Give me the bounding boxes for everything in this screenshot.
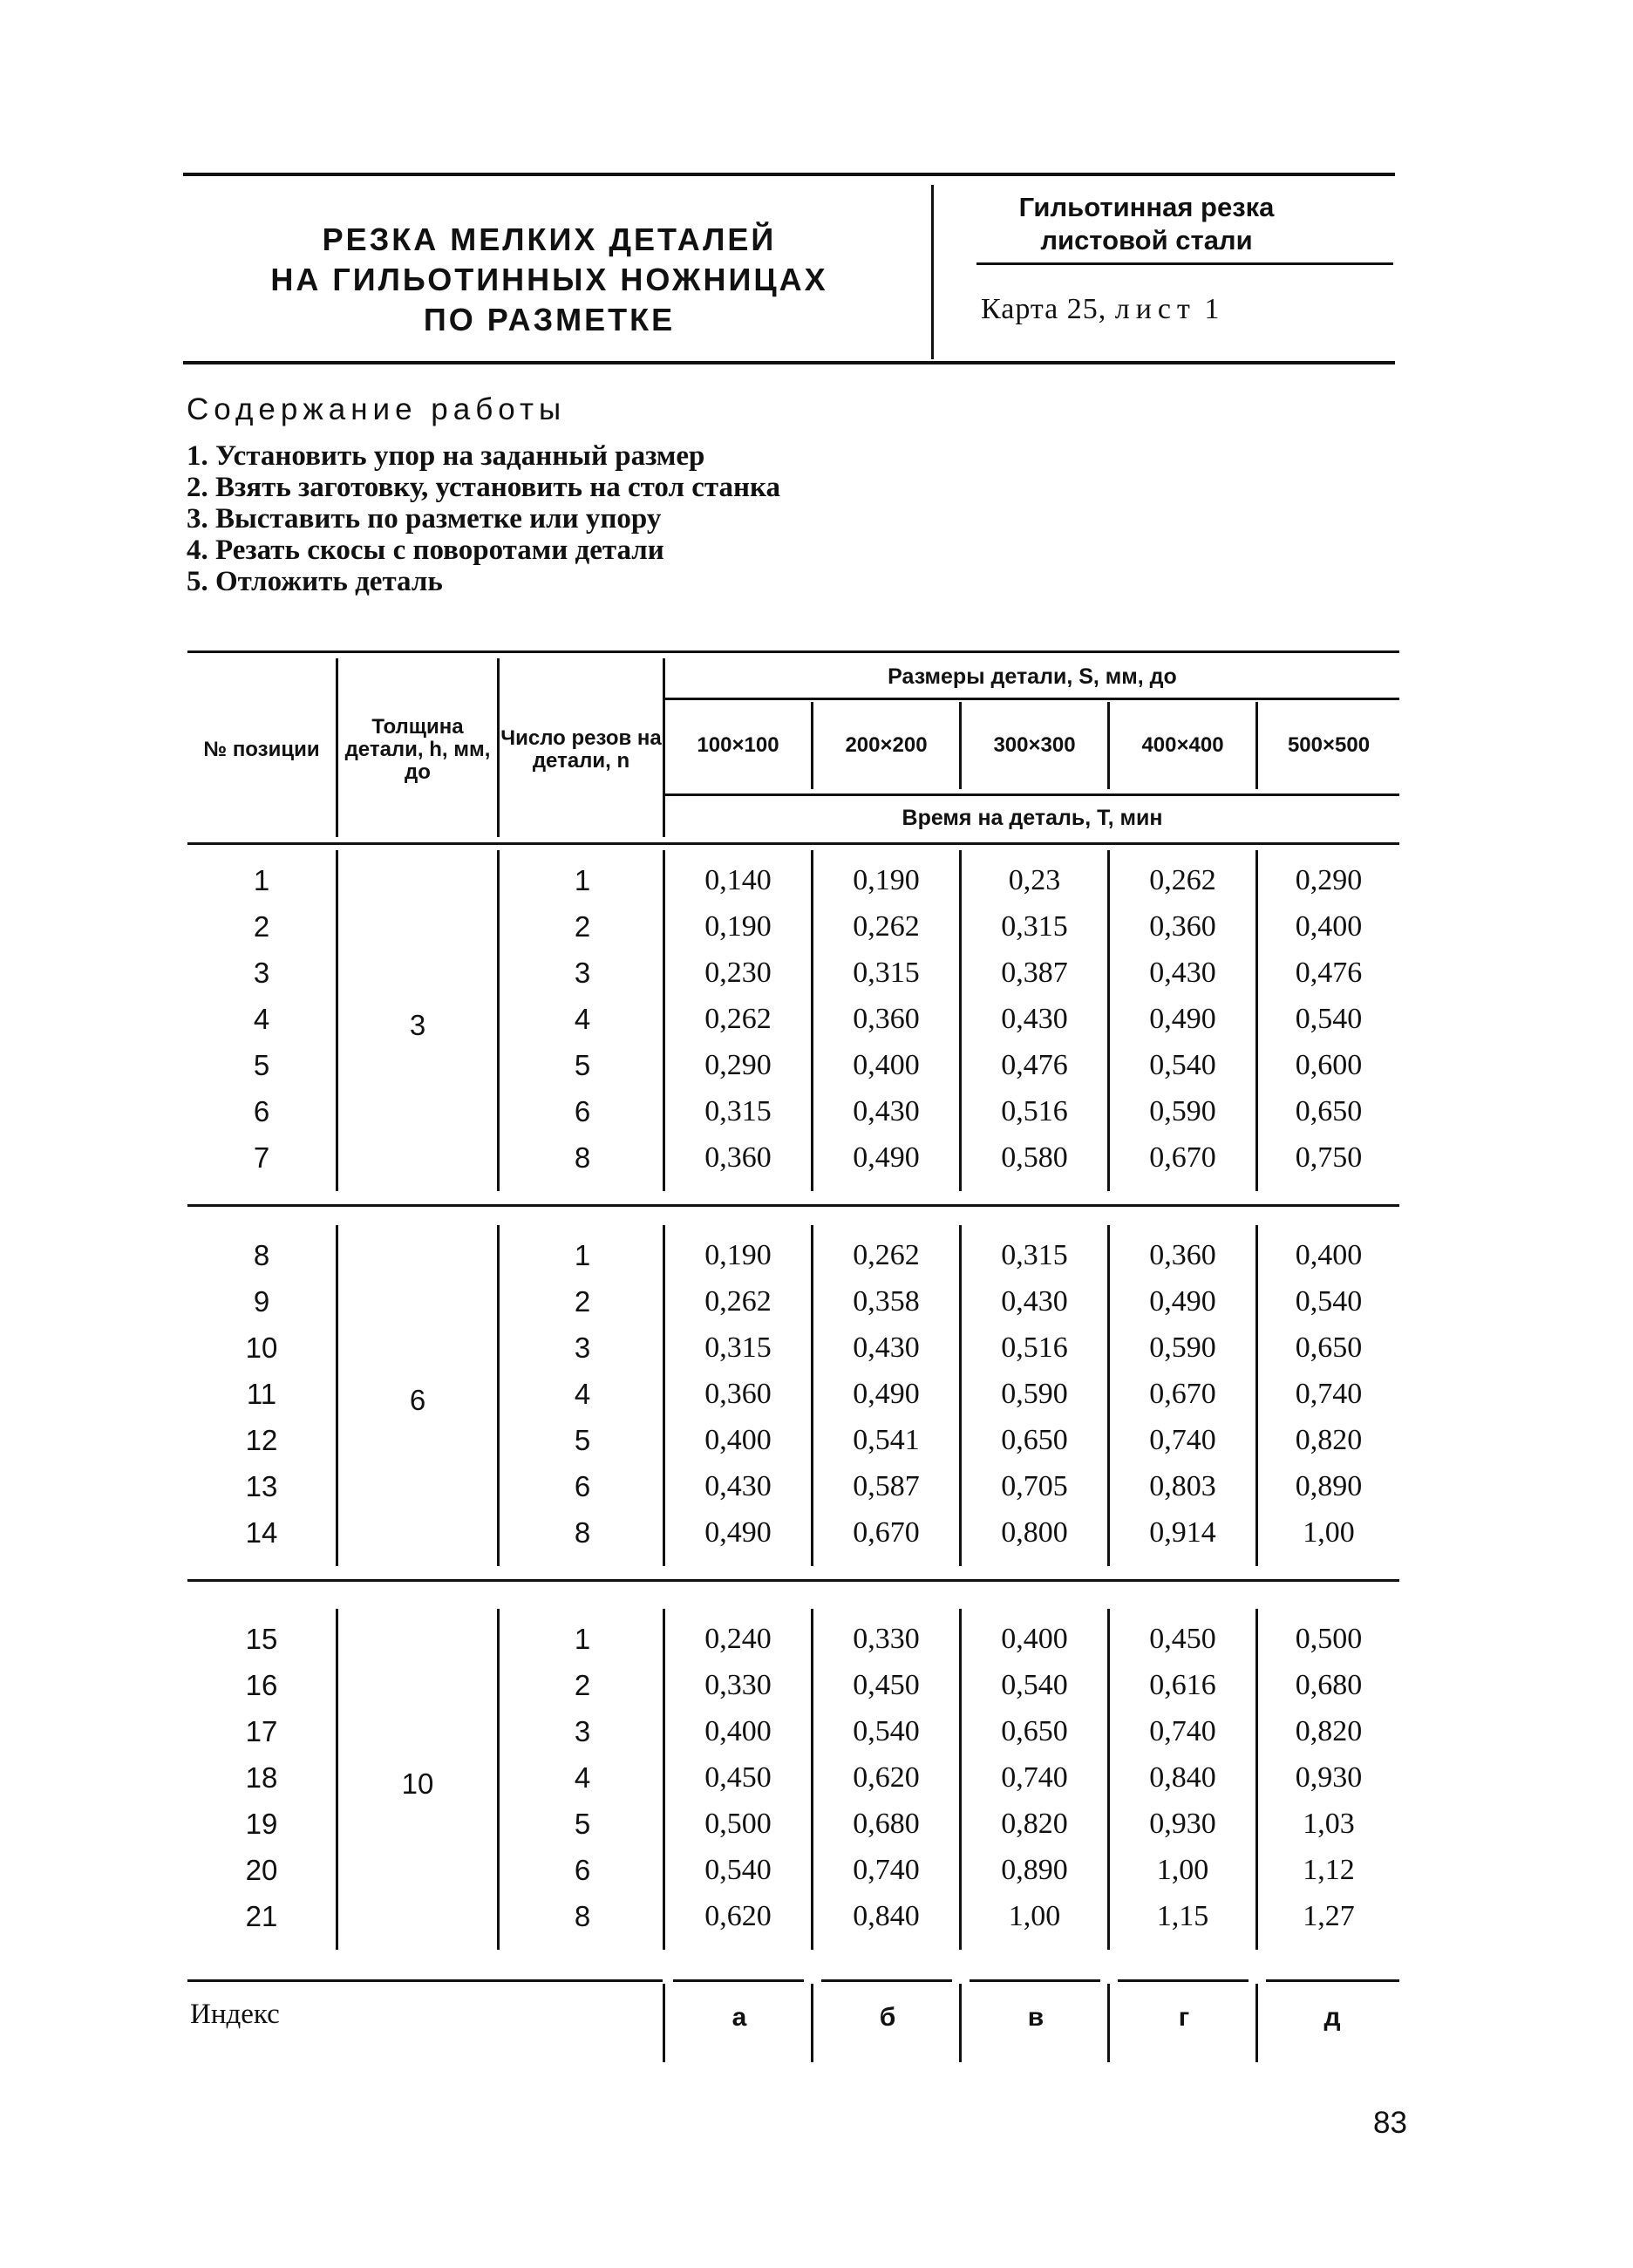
time-cell: 1,15 — [1156, 1900, 1209, 1932]
cuts-cell: 2 — [574, 1669, 591, 1701]
index-value: г — [1178, 2003, 1190, 2032]
time-cell: 0,820 — [1001, 1808, 1068, 1840]
time-cell: 0,930 — [1295, 1761, 1363, 1794]
index-value-top-rule — [970, 1979, 1100, 1982]
position-cell: 9 — [253, 1285, 270, 1318]
position-cell: 15 — [245, 1623, 278, 1655]
position-cell: 17 — [245, 1715, 278, 1747]
cuts-cell: 6 — [574, 1095, 591, 1127]
position-cell: 5 — [253, 1049, 270, 1081]
time-cell: 0,400 — [1295, 1239, 1363, 1271]
cuts-cell: 6 — [574, 1854, 591, 1886]
time-cell: 0,330 — [853, 1623, 920, 1655]
time-cell: 0,476 — [1295, 957, 1363, 989]
work-step: 4. Резать скосы с поворотами детали — [187, 535, 664, 566]
time-cell: 0,590 — [1149, 1095, 1216, 1127]
time-cell: 0,890 — [1295, 1470, 1363, 1502]
time-cell: 0,430 — [1149, 957, 1216, 989]
position-cell: 7 — [253, 1141, 270, 1174]
title-line: ПО РАЗМЕТКЕ — [423, 302, 676, 337]
col-header-thickness: Толщина детали, h, мм, до — [344, 715, 491, 784]
work-steps-list — [187, 440, 780, 597]
index-col-divider — [1107, 1984, 1110, 2062]
time-cell: 0,620 — [853, 1761, 920, 1794]
time-cell: 0,290 — [1295, 864, 1363, 896]
time-cell: 0,400 — [704, 1424, 772, 1456]
index-col-divider — [811, 1984, 813, 2062]
title-line: НА ГИЛЬОТИННЫХ НОЖНИЦАХ — [270, 262, 828, 297]
time-cell: 0,840 — [853, 1900, 920, 1932]
time-cell: 0,315 — [704, 1332, 772, 1364]
time-cell: 0,680 — [1295, 1669, 1363, 1701]
time-cell: 0,490 — [1149, 1285, 1216, 1318]
index-value-top-rule — [1118, 1979, 1249, 1982]
cuts-cell: 3 — [574, 1715, 591, 1747]
time-cell: 0,580 — [1001, 1141, 1068, 1174]
time-cell: 0,490 — [853, 1378, 920, 1410]
position-cell: 18 — [245, 1761, 278, 1794]
cuts-cell: 1 — [574, 864, 591, 896]
time-cell: 0,740 — [1149, 1424, 1216, 1456]
time-cell: 0,650 — [1295, 1332, 1363, 1364]
thickness-cell: 10 — [401, 1767, 434, 1800]
index-value: в — [1027, 2003, 1044, 2032]
size-col-header: 500×500 — [1287, 733, 1371, 757]
cuts-cell: 2 — [574, 910, 591, 943]
size-col-header: 400×400 — [1141, 733, 1224, 757]
index-col-divider — [959, 1984, 962, 2062]
index-top-rule — [187, 1979, 663, 1982]
position-cell: 14 — [245, 1516, 278, 1549]
time-cell: 0,315 — [1001, 910, 1068, 943]
cuts-cell: 4 — [574, 1378, 591, 1410]
index-col-divider — [663, 1984, 665, 2062]
time-cell: 0,750 — [1295, 1141, 1363, 1174]
time-cell: 0,430 — [1001, 1003, 1068, 1035]
cuts-cell: 2 — [574, 1285, 591, 1318]
time-cell: 0,262 — [853, 1239, 920, 1271]
time-cell: 0,240 — [704, 1623, 772, 1655]
time-cell: 0,476 — [1001, 1049, 1068, 1081]
group-separator-rule — [187, 1204, 1399, 1207]
time-cell: 0,360 — [704, 1378, 772, 1410]
time-cell: 0,820 — [1295, 1424, 1363, 1456]
category-title — [937, 185, 1356, 263]
time-cell: 0,516 — [1001, 1332, 1068, 1364]
index-col-divider — [1255, 1984, 1258, 2062]
index-value: б — [879, 2003, 896, 2032]
time-cell: 0,330 — [704, 1669, 772, 1701]
position-cell: 13 — [245, 1470, 278, 1502]
time-cell: 0,360 — [1149, 910, 1216, 943]
time-cell: 0,803 — [1149, 1470, 1216, 1502]
time-group-header: Время на деталь, T, мин — [902, 805, 1163, 830]
time-cell: 0,315 — [704, 1095, 772, 1127]
time-cell: 0,516 — [1001, 1095, 1068, 1127]
cuts-cell: 5 — [574, 1424, 591, 1456]
cuts-cell: 3 — [574, 1332, 591, 1364]
sizes-group-rule — [663, 698, 1399, 700]
time-cell: 0,500 — [1295, 1623, 1363, 1655]
index-value: а — [731, 2003, 747, 2032]
time-cell: 0,358 — [853, 1285, 920, 1318]
table-header-bottom-rule — [187, 842, 1399, 845]
position-cell: 19 — [245, 1808, 278, 1840]
time-cell: 0,315 — [853, 957, 920, 989]
time-cell: 0,540 — [704, 1854, 772, 1886]
cuts-cell: 8 — [574, 1516, 591, 1549]
time-cell: 0,705 — [1001, 1470, 1068, 1502]
time-cell: 0,540 — [1149, 1049, 1216, 1081]
time-cell: 0,190 — [853, 864, 920, 896]
size-col-header: 200×200 — [845, 733, 928, 757]
sheet-number: 1 — [1204, 293, 1221, 325]
time-cell: 1,00 — [1303, 1516, 1355, 1549]
header-divider-vertical — [931, 185, 934, 359]
position-cell: 8 — [253, 1239, 270, 1271]
header-bottom-rule — [183, 361, 1395, 364]
time-cell: 0,387 — [1001, 957, 1068, 989]
time-cell: 1,00 — [1156, 1854, 1209, 1886]
time-cell: 0,840 — [1149, 1761, 1216, 1794]
time-cell: 0,430 — [704, 1470, 772, 1502]
time-cell: 0,400 — [704, 1715, 772, 1747]
time-cell: 0,670 — [1149, 1378, 1216, 1410]
time-cell: 0,616 — [1149, 1669, 1216, 1701]
card-sheet-label — [981, 288, 1220, 331]
time-cell: 1,03 — [1303, 1808, 1355, 1840]
time-cell: 0,450 — [1149, 1623, 1216, 1655]
time-cell: 0,400 — [853, 1049, 920, 1081]
time-cell: 0,315 — [1001, 1239, 1068, 1271]
page-number: 83 — [1373, 2106, 1407, 2140]
cuts-cell: 8 — [574, 1141, 591, 1174]
work-step: 1. Установить упор на заданный размер — [187, 440, 705, 472]
time-cell: 0,650 — [1295, 1095, 1363, 1127]
time-cell: 0,490 — [853, 1141, 920, 1174]
time-cell: 0,600 — [1295, 1049, 1363, 1081]
position-cell: 11 — [246, 1378, 277, 1410]
cuts-cell: 8 — [574, 1900, 591, 1932]
sizes-group-header: Размеры детали, S, мм, до — [888, 664, 1177, 689]
time-cell: 0,800 — [1001, 1516, 1068, 1549]
work-step: 2. Взять заготовку, установить на стол станка — [187, 472, 781, 503]
category-line: Гильотинная резка — [1018, 192, 1275, 222]
position-cell: 10 — [245, 1332, 278, 1364]
header-top-rule — [183, 173, 1395, 176]
time-cell: 0,540 — [1295, 1003, 1363, 1035]
cuts-cell: 3 — [574, 957, 591, 989]
position-cell: 20 — [245, 1854, 278, 1886]
thickness-cell: 6 — [409, 1383, 426, 1416]
time-cell: 0,740 — [1149, 1715, 1216, 1747]
time-cell: 0,820 — [1295, 1715, 1363, 1747]
position-cell: 12 — [245, 1424, 278, 1456]
cuts-cell: 5 — [574, 1049, 591, 1081]
time-cell: 0,670 — [853, 1516, 920, 1549]
group-separator-rule — [187, 1579, 1399, 1582]
col-header-cuts: Число резов на детали, n — [500, 726, 662, 773]
index-value-top-rule — [673, 1979, 804, 1982]
time-cell: 0,450 — [704, 1761, 772, 1794]
time-cell: 1,27 — [1303, 1900, 1355, 1932]
cuts-cell: 1 — [574, 1239, 591, 1271]
time-cell: 0,262 — [853, 910, 920, 943]
cuts-cell: 5 — [574, 1808, 591, 1840]
card-label: Карта 25, — [981, 293, 1107, 325]
time-cell: 0,930 — [1149, 1808, 1216, 1840]
time-cell: 0,590 — [1001, 1378, 1068, 1410]
position-cell: 6 — [253, 1095, 270, 1127]
position-cell: 2 — [253, 910, 270, 943]
time-cell: 0,540 — [1001, 1669, 1068, 1701]
time-cell: 0,140 — [704, 864, 772, 896]
position-cell: 21 — [245, 1900, 278, 1932]
time-cell: 0,490 — [1149, 1003, 1216, 1035]
time-cell: 0,290 — [704, 1049, 772, 1081]
time-cell: 0,670 — [1149, 1141, 1216, 1174]
time-cell: 0,740 — [1295, 1378, 1363, 1410]
time-cell: 0,500 — [704, 1808, 772, 1840]
cuts-cell: 4 — [574, 1003, 591, 1035]
time-cell: 0,230 — [704, 957, 772, 989]
time-cell: 0,360 — [853, 1003, 920, 1035]
position-cell: 3 — [253, 957, 270, 989]
position-cell: 4 — [253, 1003, 270, 1035]
time-cell: 0,490 — [704, 1516, 772, 1549]
time-cell: 0,190 — [704, 910, 772, 943]
title-line: РЕЗКА МЕЛКИХ ДЕТАЛЕЙ — [322, 221, 777, 257]
time-cell: 0,590 — [1149, 1332, 1216, 1364]
index-value: д — [1323, 2003, 1341, 2032]
sheet-label: лист — [1114, 293, 1196, 325]
time-cell: 0,890 — [1001, 1854, 1068, 1886]
time-cell: 0,540 — [1295, 1285, 1363, 1318]
time-cell: 0,540 — [853, 1715, 920, 1747]
work-step: 5. Отложить деталь — [187, 566, 443, 597]
time-cell: 0,360 — [1149, 1239, 1216, 1271]
time-cell: 0,620 — [704, 1900, 772, 1932]
cuts-cell: 4 — [574, 1761, 591, 1794]
size-col-header: 100×100 — [697, 733, 779, 757]
index-value-top-rule — [821, 1979, 952, 1982]
time-cell: 0,23 — [1008, 864, 1061, 896]
time-cell: 1,00 — [1008, 1900, 1061, 1932]
time-cell: 0,740 — [853, 1854, 920, 1886]
time-cell: 0,262 — [704, 1285, 772, 1318]
time-cell: 0,740 — [1001, 1761, 1068, 1794]
col-header-position: № позиции — [203, 738, 320, 761]
time-cell: 1,12 — [1303, 1854, 1355, 1886]
time-cell: 0,430 — [1001, 1285, 1068, 1318]
category-line: листовой стали — [1040, 225, 1253, 255]
time-cell: 0,587 — [853, 1470, 920, 1502]
time-cell: 0,450 — [853, 1669, 920, 1701]
index-label: Индекс — [190, 1999, 280, 2030]
index-value-top-rule — [1269, 1979, 1399, 1982]
time-cell: 0,541 — [853, 1424, 920, 1456]
time-cell: 0,190 — [704, 1239, 772, 1271]
time-cell: 0,680 — [853, 1808, 920, 1840]
position-cell: 16 — [245, 1669, 278, 1701]
cuts-cell: 6 — [574, 1470, 591, 1502]
time-cell: 0,262 — [704, 1003, 772, 1035]
thickness-cell: 3 — [409, 1008, 426, 1041]
time-cell: 0,430 — [853, 1095, 920, 1127]
position-cell: 1 — [253, 864, 270, 896]
work-step: 3. Выставить по разметке или упору — [187, 503, 662, 535]
cuts-cell: 1 — [574, 1623, 591, 1655]
time-cell: 0,430 — [853, 1332, 920, 1364]
time-cell: 0,262 — [1149, 864, 1216, 896]
time-cell: 0,400 — [1295, 910, 1363, 943]
time-cell: 0,914 — [1149, 1516, 1216, 1549]
time-cell: 0,400 — [1001, 1623, 1068, 1655]
time-cell: 0,650 — [1001, 1424, 1068, 1456]
content-title: Содержание работы — [187, 392, 567, 426]
time-cell: 0,360 — [704, 1141, 772, 1174]
page-title — [183, 206, 915, 354]
time-cell: 0,650 — [1001, 1715, 1068, 1747]
size-col-header: 300×300 — [993, 733, 1076, 757]
table-top-rule — [187, 650, 1399, 653]
